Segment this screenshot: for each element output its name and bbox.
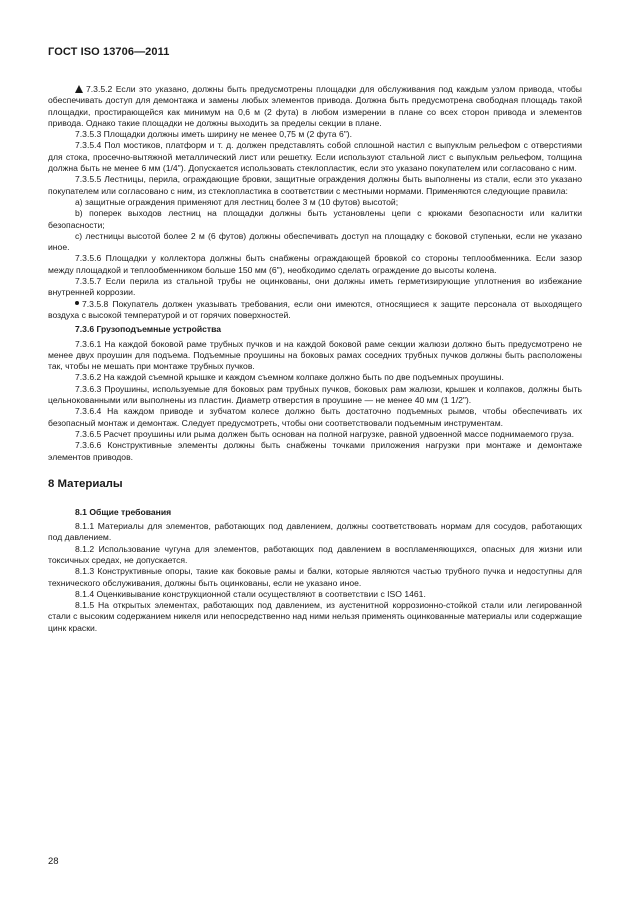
paragraph-7-3-5-6: 7.3.5.6 Площадки у коллектора должны быть снабжены ограждающей бровкой со стороны теплообменника. Если зазор между площадкой и теплообменником больше 150 мм (6"), необходимо сделать ограждение до высоты колена. — [48, 253, 582, 275]
list-item-b: b) поперек выходов лестниц на площадки должны быть установлены цепи с крюками безопасности или калитки безопасности; — [48, 208, 582, 230]
paragraph-8-1-1: 8.1.1 Материалы для элементов, работающих под давлением, должны соответствовать нормам для сосудов, работающих под давлением. — [48, 521, 582, 543]
subsection-heading-7-3-6: 7.3.6 Грузоподъемные устройства — [75, 324, 222, 335]
paragraph-8-1-5: 8.1.5 На открытых элементах, работающих под давлением, из аустенитной коррозионно-стойкой стали или легированной стали с высоким содержанием никеля или непосредственно над ними нельзя применять оцинкованные материалы или содержащие цинк краски. — [48, 600, 582, 633]
paragraph-8-1-3: 8.1.3 Конструктивные опоры, такие как боковые рамы и балки, которые являются частью трубного пучка и недоступны для технического обслуживания, должны быть оцинкованы, если не указано иное. — [48, 566, 582, 588]
paragraph-7-3-6-4: 7.3.6.4 На каждом приводе и зубчатом колесе должно быть достаточно подъемных рымов, чтобы обеспечивать их безопасный монтаж и демонтаж. Следует предусмотреть, чтобы они соответствовали подъемным инструментам. — [48, 406, 582, 428]
paragraph-7-3-5-7: 7.3.5.7 Если перила из стальной трубы не оцинкованы, они должны иметь герметизирующие уплотнения во избежание внутренней коррозии. — [48, 276, 582, 298]
paragraph-7-3-5-5: 7.3.5.5 Лестницы, перила, ограждающие бровки, защитные ограждения должны быть выполнены из стали, если это указано покупателем или согласовано с ним, из стеклопластика в соответствии с местными нормами. Применяются следующие правила: — [48, 174, 582, 196]
paragraph-8-1-4: 8.1.4 Оценкивывание конструкционной стали осуществляют в соответствии с ISO 1461. — [75, 588, 426, 599]
document-header: ГОСТ ISO 13706—2011 — [48, 46, 170, 58]
paragraph-7-3-6-1: 7.3.6.1 На каждой боковой раме трубных пучков и на каждой боковой раме секции жалюзи должно быть предусмотрено не менее двух проушин для подъема. Подъемные проушины на боковых рамах соседних трубных пучков должны быть расположены так, чтобы не мешать при монтаже трубных пучков. — [48, 338, 582, 372]
paragraph-7-3-6-2: 7.3.6.2 На каждой съемной крышке и каждом съемном колпаке должно быть по две подъемных проушины. — [75, 372, 504, 383]
paragraph-7-3-5-2: 7.3.5.2 Если это указано, должны быть предусмотрены площадки для обслуживания под каждым узлом привода, чтобы обеспечивать доступ для демонтажа и замены любых элементов привода. Должна быть предусмотрена свободная площадь такой площадки, простирающейся как минимум на 0,6 м (2 фута) в любом измерении в плане со всех сторон привода и элементов привода. Однако такие площадки не должны выходить за пределы секции в плане. — [48, 84, 582, 128]
list-item-c: c) лестницы высотой более 2 м (6 футов) должны обеспечивать доступ на площадку с боковой ступеньки, если не указано иное. — [48, 230, 582, 253]
document-page — [48, 46, 582, 634]
paragraph-7-3-6-3: 7.3.6.3 Проушины, используемые для боковых рам трубных пучков, боковых рам жалюзи, крышек и колпаков, должны быть цельнокованными или выполнены из пластин. Диаметр отверстия в проушине — не менее 40 мм (1 1/2"). — [48, 383, 582, 406]
page-number: 28 — [48, 856, 59, 867]
paragraph-7-3-6-6: 7.3.6.6 Конструктивные элементы должны быть снабжены точками приложения нагрузки при монтаже и демонтаже элементов приводов. — [48, 440, 582, 462]
paragraph-7-3-5-8: 7.3.5.8 Покупатель должен указывать требования, если они имеются, относящиеся к защите персонала от выходящего воздуха с высокой температурой и от горячих поверхностей. — [48, 298, 582, 320]
subsection-heading-8-1: 8.1 Общие требования — [75, 506, 172, 517]
paragraph-7-3-5-3: 7.3.5.3 Площадки должны иметь ширину не менее 0,75 м (2 фута 6"). — [75, 129, 353, 140]
paragraph-7-3-6-5: 7.3.6.5 Расчет проушины или рыма должен быть основан на полной нагрузке, равной удвоенной массе поднимаемого груза. — [75, 428, 574, 439]
paragraph-8-1-2: 8.1.2 Использование чугуна для элементов, работающих под давлением в воспламеняющихся, опасных для жизни или токсичных средах, не допускается. — [48, 543, 582, 565]
triangle-marker-icon — [75, 85, 83, 93]
bullet-marker-icon — [75, 301, 79, 305]
list-item-a: a) защитные ограждения применяют для лестниц более 3 м (10 футов) высотой; — [75, 196, 399, 207]
paragraph-7-3-5-4: 7.3.5.4 Пол мостиков, платформ и т. д. должен представлять собой сплошной настил с выпуклым рельефом с отверстиями для стока, просечно-вытяжной металлический лист или решетку. Если используют стальной лист с выпуклым рельефом, толщина должна быть не менее 6 мм (1/4"). Допускается использовать стеклопластик, если это указано покупателем или согласовано с ним. — [48, 140, 582, 174]
section-heading-8: 8 Материалы — [48, 477, 123, 490]
